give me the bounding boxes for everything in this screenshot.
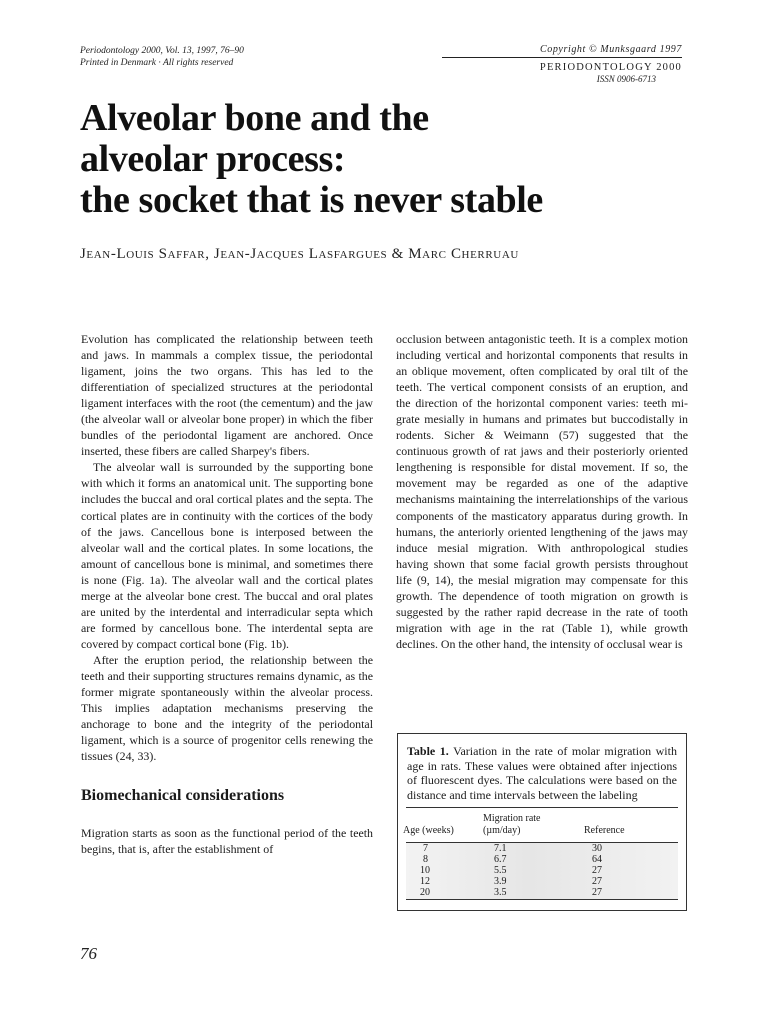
section-heading: Biomechanical considerations <box>81 787 285 805</box>
table-body <box>406 843 678 899</box>
paragraph: After the eruption period, the relationship between the teeth and their supporting structures remains dynamic, as the former migrate spontaneously within the alveolar process. This implies adaptation mechanisms preserving the anchorage to bone and the integrity of the periodontal ligament, which is a source of progenitor cells renewing the tissues (24, 33). <box>81 652 373 764</box>
cell-ref: 64 <box>592 854 602 865</box>
table-1 <box>397 733 687 911</box>
table-header <box>398 808 686 842</box>
journal-name: PERIODONTOLOGY 2000 <box>539 62 682 73</box>
cell-age: 7 <box>423 843 428 854</box>
col-header-rate-unit: (µm/day) <box>483 825 521 836</box>
table-caption <box>407 744 677 802</box>
cell-age: 20 <box>420 887 430 898</box>
title-line-2: alveolar process: <box>80 138 346 180</box>
journal-header <box>442 43 682 85</box>
article-title <box>80 98 700 221</box>
table-row <box>406 854 678 865</box>
paragraph: Migration starts as soon as the functional period of the teeth begins, that is, after the establishment of <box>81 826 373 857</box>
cell-ref: 30 <box>592 843 602 854</box>
left-column <box>81 331 373 857</box>
issn-line: ISSN 0906-6713 <box>596 74 656 84</box>
cell-ref: 27 <box>592 865 602 876</box>
copyright-line: Copyright © Munksgaard 1997 <box>539 44 682 55</box>
table-row <box>406 876 678 887</box>
table-row <box>406 887 678 898</box>
paragraph: Evolution has complicated the relationship between teeth and jaws. In mammals a complex tissue, the periodontal ligament, joins the two organs. This has led to the differentiation of specialized structures at the periodontal ligament interfaces with the root (the cementum) and the jaw (the alveolar wall or alveolar bone proper) in which the fiber bundles of the periodontal ligament are anchored. Once inserted, these fibers are called Sharpey's fibers. <box>81 332 373 459</box>
table-row <box>406 865 678 876</box>
cell-rate: 6.7 <box>494 854 507 865</box>
cell-age: 12 <box>420 876 430 887</box>
title-line-3: the socket that is never stable <box>80 179 543 221</box>
right-column <box>396 331 688 652</box>
title-line-1: Alveolar bone and the <box>80 97 429 139</box>
header-rule <box>442 57 682 58</box>
author-list: Jean-Louis Saffar, Jean-Jacques Lasfargues & Marc Cherruau <box>80 246 519 262</box>
table-label: Table 1. <box>407 744 449 758</box>
cell-rate: 5.5 <box>494 865 507 876</box>
cell-rate: 7.1 <box>494 843 507 854</box>
paragraph: The alveolar wall is surrounded by the supporting bone with which it forms an anatomical unit. The supporting bone includes the buccal and oral cortical plates and the septa. The cortical plates are in continuity with the cortices of the body of the jaws. Cancellous bone is interposed between the alveolar wall and the cortical plates. In some locations, the amount of cancellous bone is minimal, and sometimes there is none (Fig. 1a). The alveolar wall and the cortical plates merge at the alveolar bone crest. The buccal and oral plates are united by the interdental and interradicular septa which are formed by cancellous bone. The interdental septa are covered by compact cortical bone (Fig. 1b). <box>81 460 373 651</box>
page-number: 76 <box>80 944 97 963</box>
col-header-rate: Migration rate <box>483 813 541 824</box>
table-bottom-rule <box>406 899 678 900</box>
citation-line: Periodontology 2000, Vol. 13, 1997, 76–90 <box>80 46 244 56</box>
cell-rate: 3.9 <box>494 876 507 887</box>
cell-age: 8 <box>423 854 428 865</box>
col-header-age: Age (weeks) <box>403 825 454 836</box>
cell-age: 10 <box>420 865 430 876</box>
table-caption-text: Variation in the rate of molar migration with age in rats. These values were obtained after injections of fluorescent dyes. The calculations were based on the distance and time intervals between the labeling <box>407 744 677 802</box>
citation-header <box>80 45 244 69</box>
cell-rate: 3.5 <box>494 887 507 898</box>
col-header-reference: Reference <box>584 825 625 836</box>
cell-ref: 27 <box>592 887 602 898</box>
table-row <box>406 843 678 854</box>
printed-line: Printed in Denmark · All rights reserved <box>80 58 234 68</box>
cell-ref: 27 <box>592 876 602 887</box>
paragraph: occlusion between antagonistic teeth. It is a complex motion including vertical and horizontal components that results in an oblique movement, often complicated by oral tilt of the teeth. The vertical component consists of an eruption, and the direction of the horizontal component varies: teeth migrate mesially in humans and primates but buccodistally in rodents. Sicher & Weimann (57) suggested that the continuous growth of rat jaws and their posteriorly oriented lengthening is responsible for distal movement. If so, the movement may be regarded as one of the adaptive mechanisms maintaining the interrelationships of the various components of the masticatory apparatus during growth. In humans, the anteriorly oriented lengthening of the jaws may induce mesial migration. With anthropological studies having shown that some facial growth persists throughout life (9, 14), the mesial migration may compensate for this growth. The dependence of tooth migration on growth is suggested by the rather rapid decrease in the rate of tooth migration with age in the rat (Table 1), while growth declines. On the other hand, the intensity of occlusal wear is <box>396 332 688 651</box>
